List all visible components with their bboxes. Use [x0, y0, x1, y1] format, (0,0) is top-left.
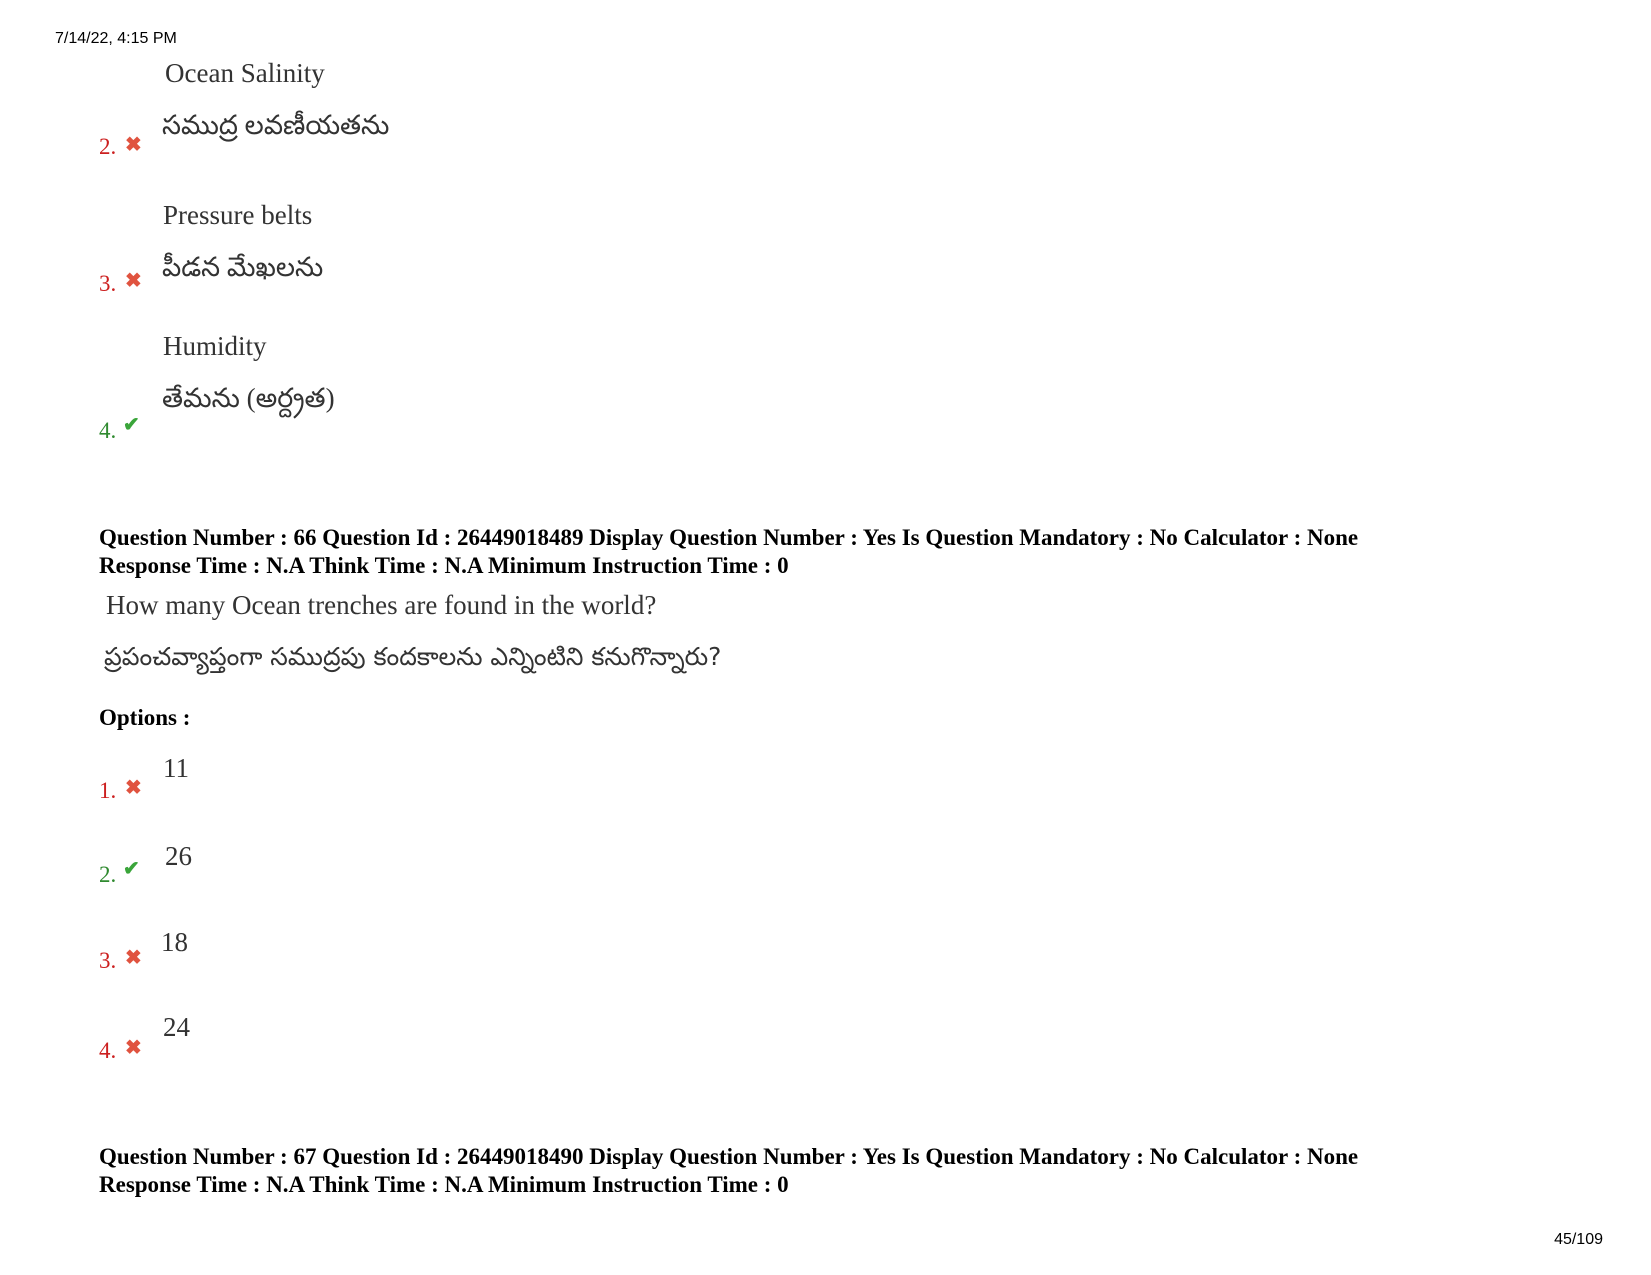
correct-mark-icon: ✔ — [123, 858, 140, 880]
prev-option-2-en: Ocean Salinity — [165, 58, 325, 88]
question-66-meta-line2: Response Time : N.A Think Time : N.A Minimum Instruction Time : 0 — [99, 553, 789, 578]
prev-option-2-te: సముద్ర లవణీయతను — [162, 110, 390, 140]
question-67-meta-line1: Question Number : 67 Question Id : 26449018490 Display Question Number : Yes Is Question Mandatory : No Calculator : None — [99, 1144, 1359, 1169]
wrong-mark-icon: ✖ — [125, 947, 142, 969]
question-66-text-te: ప్రపంచవ్యాప్తంగా సముద్రపు కందకాలను ఎన్నింటిని కనుగొన్నారు? — [104, 642, 722, 671]
wrong-mark-icon: ✖ — [125, 134, 142, 156]
options-label: Options : — [99, 705, 191, 730]
wrong-mark-icon: ✖ — [125, 1037, 142, 1059]
option-4-value: 24 — [163, 1012, 190, 1042]
prev-option-3-en: Pressure belts — [163, 200, 313, 230]
option-2-number: 2. — [99, 862, 117, 887]
wrong-mark-icon: ✖ — [125, 777, 142, 799]
correct-mark-icon: ✔ — [123, 414, 140, 436]
prev-option-4-en: Humidity — [163, 331, 267, 361]
print-timestamp: 7/14/22, 4:15 PM — [55, 30, 177, 47]
question-66-text-en: How many Ocean trenches are found in the world? — [106, 590, 657, 620]
option-1-value: 11 — [163, 753, 189, 783]
wrong-mark-icon: ✖ — [125, 270, 142, 292]
option-2-value: 26 — [165, 841, 192, 871]
option-3-value: 18 — [161, 927, 188, 957]
page-number: 45/109 — [1554, 1231, 1603, 1248]
question-67-meta-line2: Response Time : N.A Think Time : N.A Minimum Instruction Time : 0 — [99, 1172, 789, 1197]
prev-option-3-te: పీడన మేఖలను — [162, 252, 324, 282]
question-66-meta-line1: Question Number : 66 Question Id : 26449018489 Display Question Number : Yes Is Question Mandatory : No Calculator : None — [99, 525, 1359, 550]
option-1-number: 1. — [99, 778, 117, 803]
option-3-number: 3. — [99, 948, 117, 973]
prev-option-4-te: తేమను (అర్ద్రత) — [162, 383, 335, 413]
prev-option-3-number: 3. — [99, 271, 117, 296]
prev-option-2-number: 2. — [99, 134, 117, 159]
option-4-number: 4. — [99, 1038, 117, 1063]
prev-option-4-number: 4. — [99, 418, 117, 443]
